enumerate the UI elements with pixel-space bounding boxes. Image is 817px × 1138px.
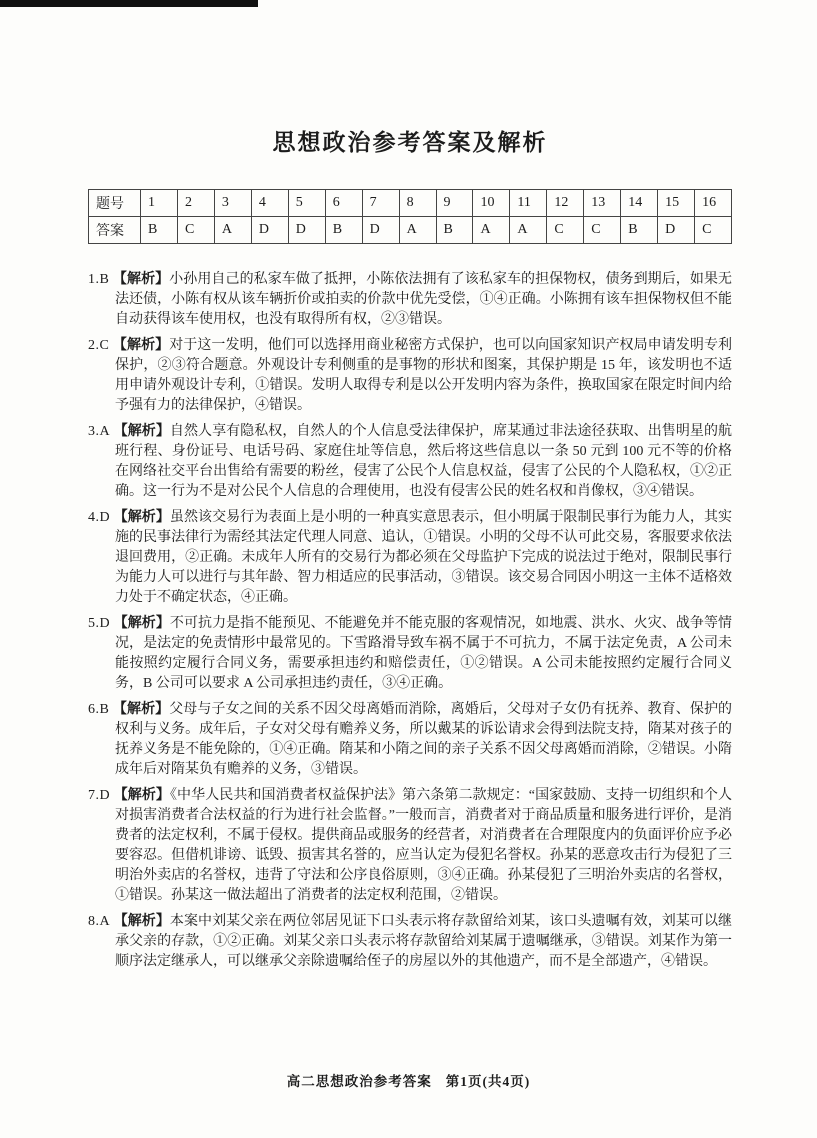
analysis-label: 【解析】: [113, 424, 170, 439]
page-title: 思想政治参考答案及解析: [272, 130, 548, 155]
explanation-number: 3.A: [88, 424, 111, 439]
question-number-cell: 9: [436, 190, 473, 217]
explanation-number: 1.B: [88, 272, 110, 287]
explanation-text: 自然人享有隐私权，自然人的个人信息受法律保护，席某通过非法途径获取、出售明星的航班行程、身份证号、电话号码、家庭住址等信息，然后将这些信息以一条 50 元到 100 元不等的价格在网络社交平台出售给有需要的粉丝，侵害了公民个人信息权益，侵害了公民的个人隐私权，①②正确。这一行为不是对公民个人信息的合理使用，也没有侵害公民的姓名权和肖像权，③④错误。: [115, 424, 733, 499]
table-row: [89, 217, 732, 244]
question-number-cell: 7: [362, 190, 399, 217]
analysis-label: 【解析】: [113, 616, 170, 631]
explanation-item-2: [88, 336, 732, 416]
explanation-number: 5.D: [88, 616, 111, 631]
analysis-label: 【解析】: [112, 272, 170, 287]
explanation-item-8: [88, 912, 732, 972]
explanation-text: 父母与子女之间的关系不因父母离婚而消除，离婚后，父母对子女仍有抚养、教育、保护的权利与义务。成年后，子女对父母有赡养义务，所以戴某的诉讼请求会得到法院支持，隋某对孩子的抚养义务是不能免除的，①④正确。隋某和小隋之间的亲子关系不因父母离婚而消除，②错误。小隋成年后对隋某负有赡养的义务，③错误。: [115, 702, 733, 777]
answer-cell: C: [177, 217, 214, 244]
question-number-cell: 1: [141, 190, 178, 217]
analysis-label: 【解析】: [112, 338, 170, 353]
explanation-text: 《中华人民共和国消费者权益保护法》第六条第二款规定：“国家鼓励、支持一切组织和个人对损害消费者合法权益的行为进行社会监督。”一般而言，消费者对于商品质量和服务进行评价，是消费者的法定权利，不属于侵权。提供商品或服务的经营者，对消费者在合理限度内的负面评价应予必要容忍。但借机诽谤、诋毁、损害其名誉的，应当认定为侵犯名誉权。孙某的恶意攻击行为侵犯了三明治外卖店的名誉权，违背了守法和公序良俗原则，③④正确。孙某侵犯了三明治外卖店的名誉权，①错误。孙某这一做法超出了消费者的法定权利范围，②错误。: [115, 788, 733, 903]
question-number-cell: 6: [325, 190, 362, 217]
question-number-cell: 8: [399, 190, 436, 217]
question-number-cell: 5: [288, 190, 325, 217]
answer-table: [88, 189, 732, 244]
answer-cell: B: [141, 217, 178, 244]
question-number-cell: 11: [510, 190, 547, 217]
answer-cell: C: [547, 217, 584, 244]
question-number-cell: 3: [214, 190, 251, 217]
question-number-cell: 14: [621, 190, 658, 217]
answer-header: 答案: [89, 217, 141, 244]
explanation-number: 7.D: [88, 788, 111, 803]
explanation-item-4: [88, 508, 732, 608]
explanation-item-5: [88, 614, 732, 694]
page-content: [88, 0, 732, 978]
question-number-cell: 10: [473, 190, 510, 217]
explanation-number: 4.D: [88, 510, 111, 525]
answer-cell: D: [288, 217, 325, 244]
explanations-section: [88, 270, 732, 972]
question-number-cell: 12: [547, 190, 584, 217]
answer-cell: A: [399, 217, 436, 244]
explanation-item-1: [88, 270, 732, 330]
analysis-label: 【解析】: [113, 510, 170, 525]
answer-cell: D: [251, 217, 288, 244]
page-footer: [0, 1070, 817, 1090]
explanation-text: 本案中刘某父亲在两位邻居见证下口头表示将存款留给刘某，该口头遗嘱有效，刘某可以继承父亲的存款，①②正确。刘某父亲口头表示将存款留给刘某属于遗嘱继承，③错误。刘某作为第一顺序法定继承人，可以继承父亲除遗嘱给侄子的房屋以外的其他遗产，而不是全部遗产，④错误。: [115, 914, 733, 969]
answer-cell: B: [436, 217, 473, 244]
answer-cell: C: [695, 217, 732, 244]
question-number-cell: 15: [658, 190, 695, 217]
explanation-text: 小孙用自己的私家车做了抵押，小陈依法拥有了该私家车的担保物权，债务到期后，如果无法还债，小陈有权从该车辆折价或拍卖的价款中优先受偿，①④正确。小陈拥有该车担保物权但不能自动获得该车使用权，也没有取得所有权，②③错误。: [115, 272, 733, 327]
answer-table-body: [89, 190, 732, 244]
answer-cell: A: [473, 217, 510, 244]
analysis-label: 【解析】: [113, 788, 170, 803]
explanation-item-6: [88, 700, 732, 780]
answer-cell: A: [510, 217, 547, 244]
explanation-number: 2.C: [88, 338, 110, 353]
question-number-cell: 2: [177, 190, 214, 217]
question-number-header: 题号: [89, 190, 141, 217]
explanation-item-7: [88, 786, 732, 906]
explanation-text: 对于这一发明，他们可以选择用商业秘密方式保护，也可以向国家知识产权局申请发明专利保护，②③符合题意。外观设计专利侧重的是事物的形状和图案，其保护期是 15 年，该发明也不适用申请外观设计专利，①错误。发明人取得专利是以公开发明内容为条件，换取国家在限定时间内给予强有力的法律保护，④错误。: [115, 338, 733, 413]
answer-cell: D: [658, 217, 695, 244]
question-number-cell: 4: [251, 190, 288, 217]
footer-document-title: 高二思想政治参考答案: [286, 1074, 432, 1089]
answer-cell: B: [325, 217, 362, 244]
footer-page-number: 第1页(共4页): [445, 1074, 531, 1089]
analysis-label: 【解析】: [112, 702, 170, 717]
answer-cell: C: [584, 217, 621, 244]
answer-cell: A: [214, 217, 251, 244]
explanation-text: 虽然该交易行为表面上是小明的一种真实意思表示，但小明属于限制民事行为能力人，其实施的民事法律行为需经其法定代理人同意、追认，①错误。小明的父母不认可此交易，客服要求依法退回费用，②正确。未成年人所有的交易行为都必须在父母监护下完成的说法过于绝对，限制民事行为能力人可以进行与其年龄、智力相适应的民事活动，③错误。该交易合同因小明这一主体不适格效力处于不确定状态，④正确。: [115, 510, 733, 605]
table-row: [89, 190, 732, 217]
question-number-cell: 16: [695, 190, 732, 217]
answer-cell: B: [621, 217, 658, 244]
answer-cell: D: [362, 217, 399, 244]
question-number-cell: 13: [584, 190, 621, 217]
explanation-number: 6.B: [88, 702, 110, 717]
analysis-label: 【解析】: [113, 914, 170, 929]
explanation-item-3: [88, 422, 732, 502]
explanation-text: 不可抗力是指不能预见、不能避免并不能克服的客观情况，如地震、洪水、火灾、战争等情况，是法定的免责情形中最常见的。下雪路滑导致车祸不属于不可抗力，不属于法定免责，A 公司未能按照约定履行合同义务，需要承担违约和赔偿责任，①②错误。A 公司未能按照约定履行合同义务，B 公司可以要求 A 公司承担违约责任，③④正确。: [115, 616, 733, 691]
explanation-number: 8.A: [88, 914, 111, 929]
